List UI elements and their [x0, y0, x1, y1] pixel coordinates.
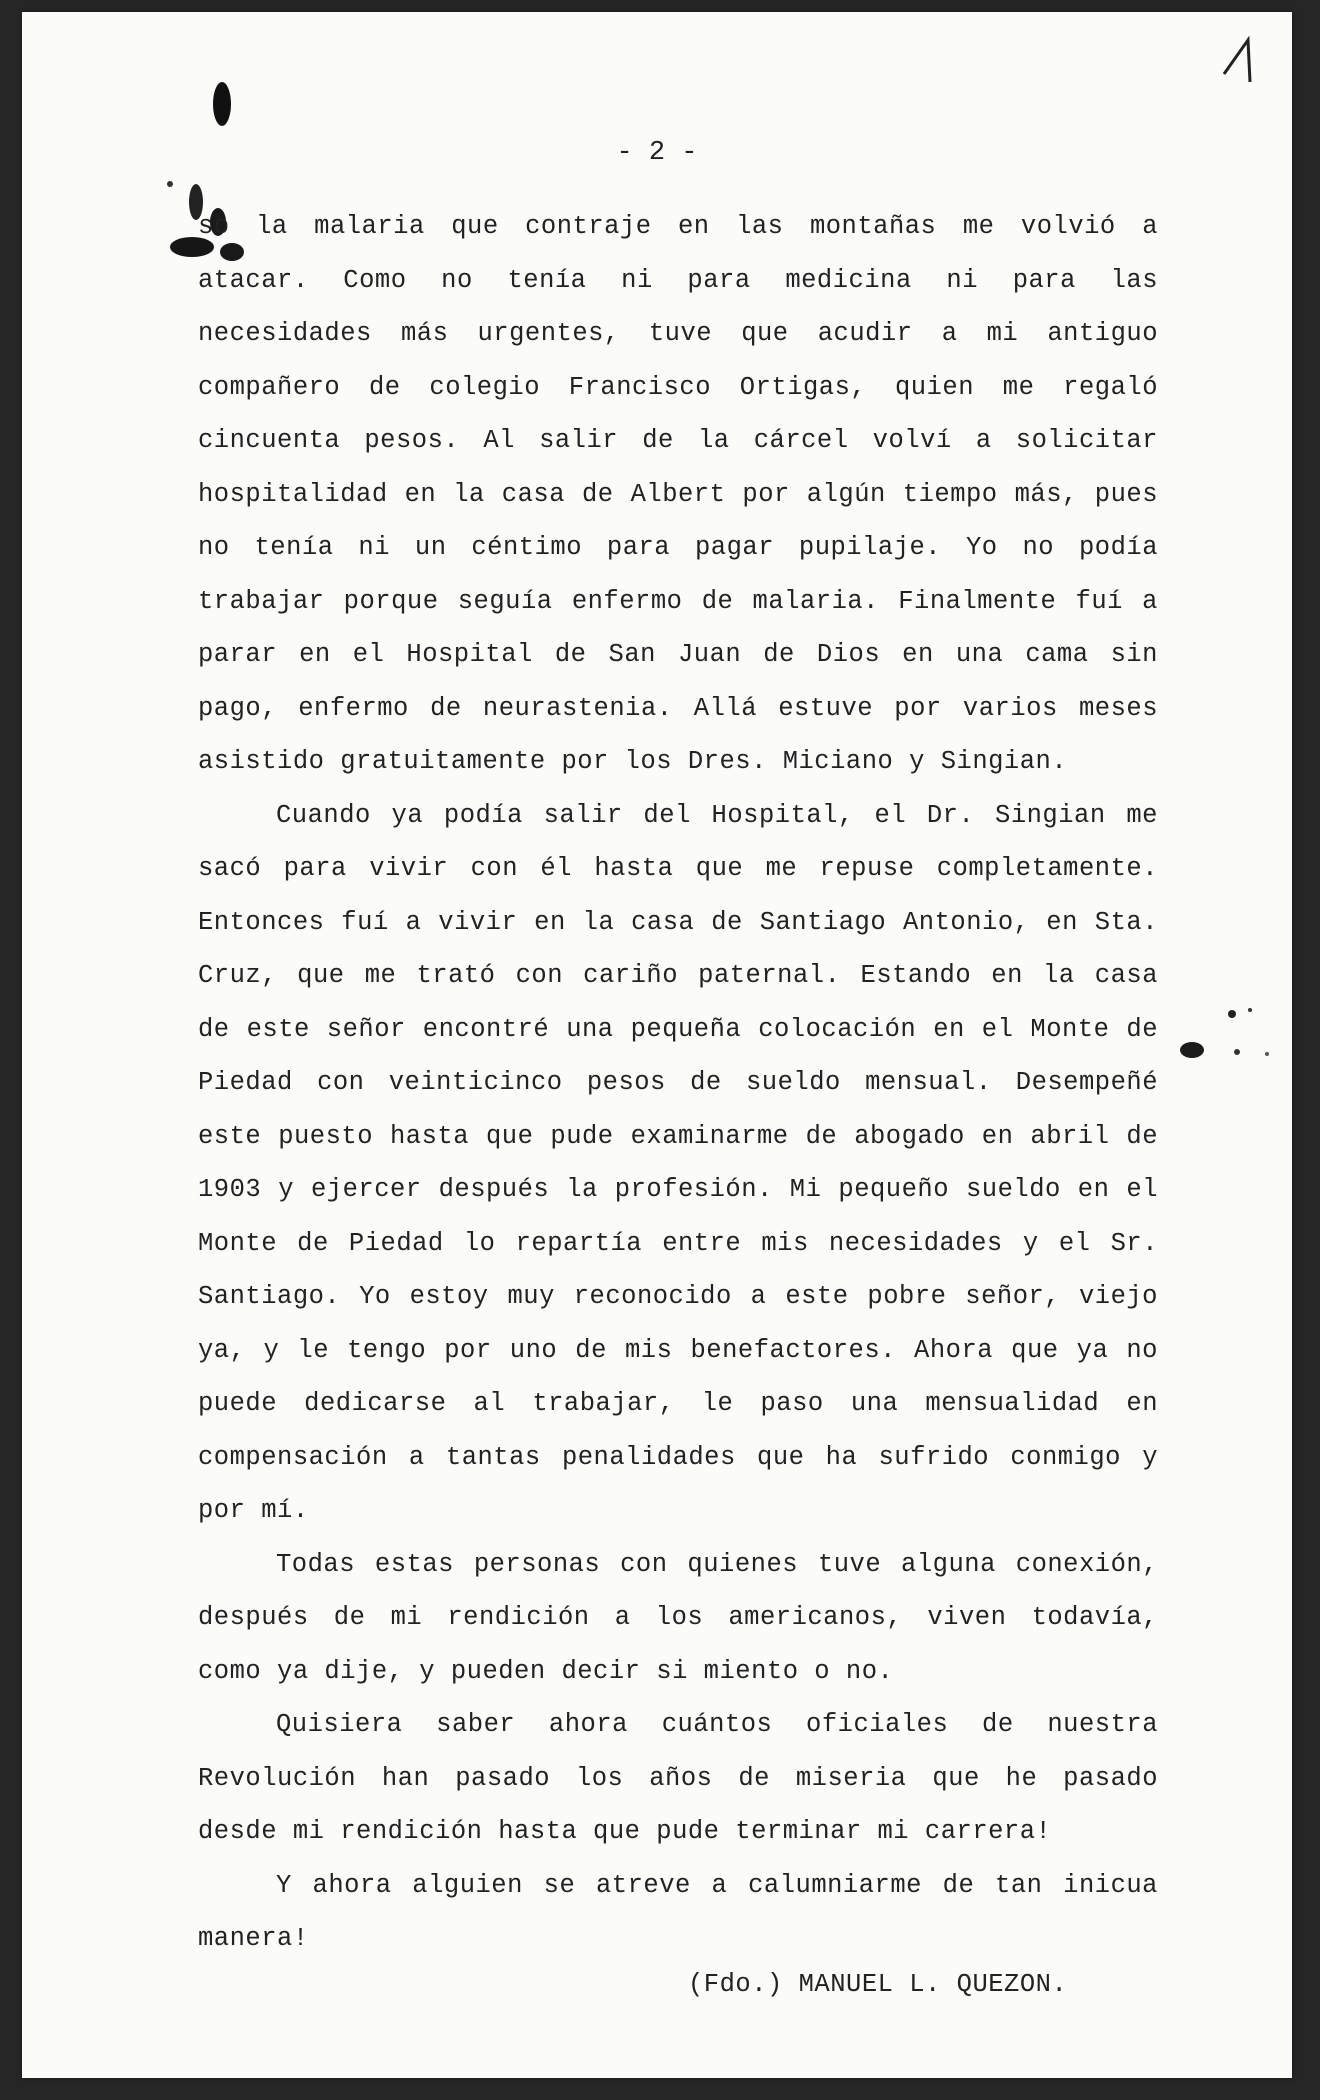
paragraph: Quisiera saber ahora cuántos oficiales de nuestra Revolución han pasado los años de miseria que he pasado desde mi rendición hasta que pude terminar mi carrera!	[198, 1710, 1158, 1846]
paragraph: Todas estas personas con quienes tuve alguna conexión, después de mi rendición a los americanos, viven todavía, como ya dije, y pueden decir si miento o no.	[198, 1549, 1158, 1686]
paragraph: Y ahora alguien se atreve a calumniarme de tan inicua manera!	[198, 1870, 1158, 1953]
letter-body	[198, 200, 1158, 1966]
signature-line: (Fdo.) MANUEL L. QUEZON.	[688, 1970, 1068, 1999]
paragraph: Cuando ya podía salir del Hospital, el Dr. Singian me sacó para vivir con él hasta que me repuse completamente. Entonces fuí a vivir en la casa de Santiago Antonio, en Sta. Cruz, que me trató con cariño paternal. Estando en la casa de este señor encontré una pequeña colocación en el Monte de Piedad con veinticinco pesos de sueldo mensual. Desempeñé este puesto hasta que pude examinarme de abogado en abril de 1903 y ejercer después la profesión. Mi pequeño sueldo en el Monte de Piedad lo repartía entre mis necesidades y el Sr. Santiago. Yo estoy muy reconocido a este pobre señor, viejo ya, y le tengo por uno de mis benefactores. Ahora que ya no puede dedicarse al trabajar, le paso una mensualidad en compensación a tantas penalidades que ha sufrido conmigo y por mí.	[198, 800, 1158, 1525]
page-number: - 2 -	[616, 138, 698, 168]
paragraph: so la malaria que contraje en las montañas me volvió a atacar. Como no tenía ni para medicina ni para las necesidades más urgentes, tuve que acudir a mi antiguo compañero de colegio Francisco Ortigas, quien me regaló cincuenta pesos. Al salir de la cárcel volví a solicitar hospitalidad en la casa de Albert por algún tiempo más, pues no tenía ni un céntimo para pagar pupilaje. Yo no podía trabajar porque seguía enfermo de malaria. Finalmente fuí a parar en el Hospital de San Juan de Dios en una cama sin pago, enfermo de neurastenia. Allá estuve por varios meses asistido gratuitamente por los Dres. Miciano y Singian.	[198, 212, 1158, 776]
pen-mark-top-right	[1218, 32, 1258, 92]
document-page	[22, 12, 1292, 2078]
ink-blot-right-margin	[1162, 1002, 1282, 1072]
